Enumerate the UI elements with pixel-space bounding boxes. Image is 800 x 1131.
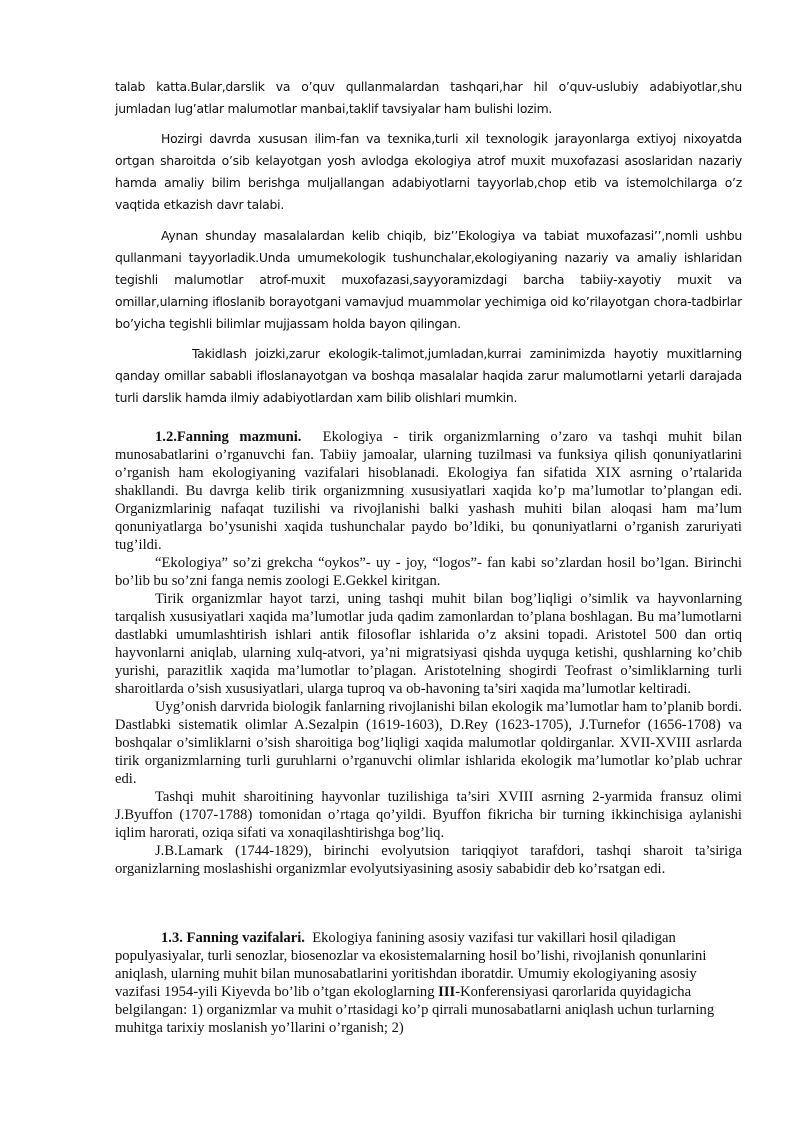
section-1-2-paragraph-6: J.B.Lamark (1744-1829), birinchi evolyutsion tariqqiyot tarafdori, tashqi sharoit ta’siriga organizlarning moslashishi organizmlar evolyutsiyasining asosiy sababidir deb ko’rsatgan edi. xyxy=(115,843,742,877)
section-1-2-paragraph-5: Tashqi muhit sharoitining hayvonlar tuzilishiga ta’siri XVIII asrning 2-yarmida fransuz olimi J.Byuffon (1707-1788) tomonidan o’rtaga qo’yildi. Byuffon fikricha bir turning ikkinchisiga aylanishi iqlim harorati, oziqa sifati va xonaqilashtirishga bog’liq. xyxy=(115,789,742,841)
section-1-3 xyxy=(115,929,742,1037)
section-1-3-paragraph-1 xyxy=(115,929,742,1037)
section-1-2-text-1: Ekologiya - tirik organizmlarning o’zaro va tashqi muhit bilan munosabatlarini o’rganuvchi fan. Tabiiy jamoalar, ularning tuzilmasi va funksiya qilish qonuniyatlarini o’rganish ham ekologiyaning vazifalari hisoblanadi. Ekologiya fan sifatida XIX asrning o’rtalarida shakllandi. Bu davrga kelib tirik organizmning xususiyatlari xaqida ko’p ma’lumotlar to’plangan edi. Organizmlarinig nafaqat tuzilishi va rivojlanishi balki yashash muhiti bilan aloqasi ham ma’lum qonuniyatlarga bo’ysunishi xaqida tushunchalar paydo bo’ldiki, bu qonuniyatlarni o’rganish zaruriyati tug’ildi. xyxy=(115,429,742,553)
section-1-3-heading: 1.3. Fanning vazifalari. xyxy=(161,930,305,946)
section-1-3-text-a: Ekologiya fanining asosiy vazifasi tur vakillari hosil qiladigan populyasiyalar, turli senozlar, biosenozlar va ekosistemalarning hosil bo’lishi, rivojlanish qonunlarini aniqlash, ularning muhit bilan munosabatlarini yoritishdan iboratdir. Umumiy ekologiyaning asosiy vazifasi 1954-yili Kiyevda bo’lib o’tgan ekologlarning xyxy=(115,930,707,1000)
section-1-3-text-b: -Konferensiyasi qarorlarida quyidagicha belgilangan: 1) organizmlar va muhit o’rtasidagi ko’p qirrali munosabatlarni aniqlash uchun turlarning muhitga tarixiy moslanish yo’llarini o’rganish; 2) xyxy=(115,984,715,1036)
intro-paragraph-4: Takidlash joizki,zarur ekologik-talimot,jumladan,kurrai zaminimizda hayotiy muxitlarning qanday omillar sababli ifloslanayotgan va boshqa masalalar haqida zarur malumotlarni yetarli darajada turli darslik hamda ilmiy adabiyotlardan xam bilib olishlari mumkin. xyxy=(115,346,742,405)
section-1-2-paragraph-1 xyxy=(115,428,742,554)
intro-paragraph-1: talab katta.Bular,darslik va o’quv qullanmalardan tashqari,har hil o’quv-uslubiy adabiyotlar,shu jumladan lug’atlar malumotlar manbai,taklif tavsiyalar ham bulishi lozim. xyxy=(115,79,742,116)
section-1-2-paragraph-3: Tirik organizmlar hayot tarzi, uning tashqi muhit bilan bog’liqligi o’simlik va hayvonlarning tarqalish xususiyatlari xaqida ma’lumotlar juda qadim zamonlardan to’plana boshlagan. Bu ma’lumotlarni dastlabki umumlashtirish ishlari antik filosoflar ishlarida o’z aksini topadi. Aristotel 500 dan ortiq hayvonlarni aniqlab, ularning xulq-atvori, ya’ni migratsiyasi qishda uyquga ketishi, qushlarning ko’chib yurishi, parazitlik xaqida ma’lumotlar to’plagan. Aristotelning shogirdi Teofrast o’simliklarning turli sharoitlarda o’sish xususiyatlari, ularga tuproq va ob-havoning ta’siri xaqida ma’lumotlar keltiradi. xyxy=(115,591,742,697)
section-1-2-heading: 1.2.Fanning mazmuni. xyxy=(155,429,302,445)
section-1-2-paragraph-4: Uyg’onish darvrida biologik fanlarning rivojlanishi bilan ekologik ma’lumotlar ham to’planib bordi. Dastlabki sistematik olimlar A.Sezalpin (1619-1603), D.Rey (1623-1705), J.Turnefor (1656-1708) va boshqalar o’simliklarni o’sish sharoitiga bog’liqligi xaqida malumotlar qoldirganlar. XVII-XVIII asrlarda tirik organizmlarning turli guruhlarni o’rganuvchi olimlar ishlarida ekologik ma’lumotlar ko’plab uchrar edi. xyxy=(115,699,742,787)
section-1-2-paragraph-2: “Ekologiya” so’zi grekcha “oykos”- uy - joy, “logos”- fan kabi so’zlardan hosil bo’lgan. Birinchi bo’lib bu so’zni fanga nemis zoologi E.Gekkel kiritgan. xyxy=(115,555,742,589)
intro-paragraph-3: Aynan shunday masalalardan kelib chiqib, biz’’Ekologiya va tabiat muxofazasi’’,nomli ushbu qullanmani tayyorladik.Unda umumekologik tushunchalar,ekologiyaning nazariy va amaliy ishlaridan tegishli malumotlar atrof-muxit muxofazasi,sayyoramizdagi barcha tabiiy-xayotiy muxit va omillar,ularning ifloslanib borayotgani vamavjud muammolar yechimiga oid ko’rilayotgan chora-tadbirlar bo’yicha tegishli bilimlar mujjassam holda bayon qilingan. xyxy=(115,228,742,331)
section-1-3-roman-three: III xyxy=(438,984,456,1000)
section-1-2 xyxy=(115,428,742,878)
intro-paragraph-2: Hozirgi davrda xususan ilim-fan va texnika,turli xil texnologik jarayonlarga extiyoj nixoyatda ortgan sharoitda o’sib kelayotgan yosh avlodga ekologiya atrof muxit muxofazasi asoslaridan nazariy hamda amaliy bilim berishga muljallangan adabiyotlarni tayyorlab,chop etib va istemolchilarga o’z vaqtida etkazish davr talabi. xyxy=(115,131,742,212)
